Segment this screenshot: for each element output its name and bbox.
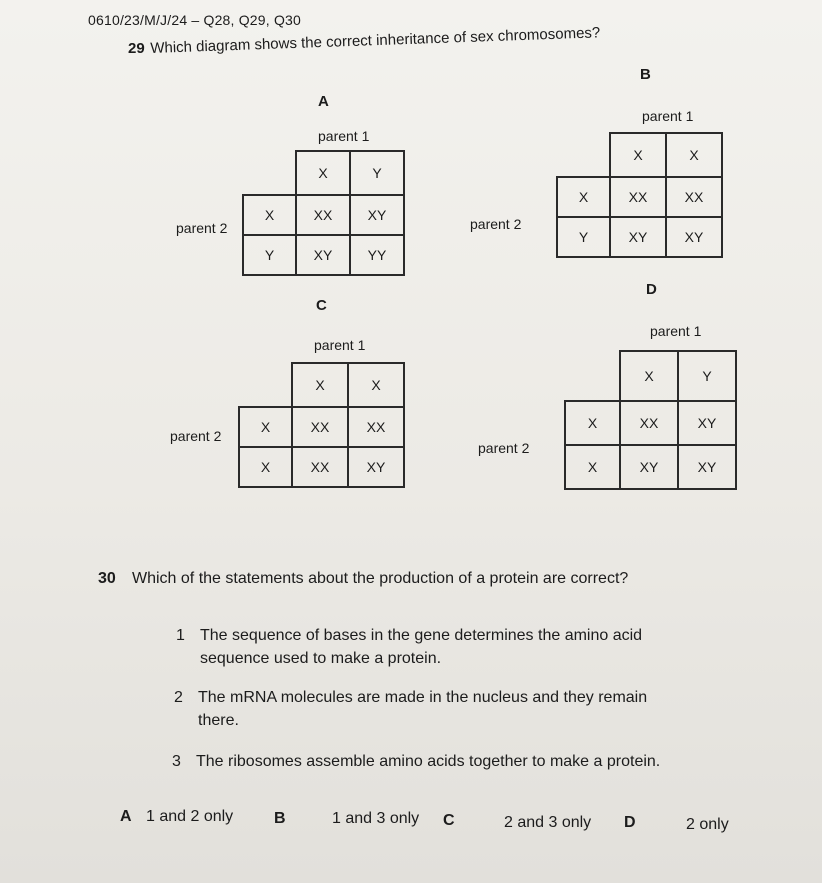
statement-1-number: 1 (176, 627, 185, 644)
d-col-1: X (620, 351, 678, 401)
b-cell-2-1: XY (610, 217, 666, 257)
option-b-parent1-label: parent 1 (642, 108, 694, 124)
b-col-2: X (666, 133, 722, 177)
q29-number: 29 (128, 40, 145, 57)
option-a-parent2-label: parent 2 (176, 220, 228, 236)
option-d-letter: D (646, 281, 657, 298)
option-c-parent1-label: parent 1 (314, 337, 366, 353)
answer-a-letter[interactable]: A (120, 808, 132, 825)
d-row-2: X (565, 445, 620, 489)
c-cell-1-2: XX (348, 407, 404, 447)
answer-c-letter[interactable]: C (443, 812, 455, 829)
answer-b-text[interactable]: 1 and 3 only (332, 810, 420, 827)
option-a-letter: A (318, 93, 329, 110)
q30-text: Which of the statements about the production of a protein are correct? (132, 570, 629, 587)
punnett-square-d (564, 350, 737, 490)
answer-a-text[interactable]: 1 and 2 only (146, 808, 234, 825)
option-c-letter: C (316, 297, 327, 314)
c-col-2: X (348, 363, 404, 407)
c-row-1: X (239, 407, 292, 447)
c-cell-1-1: XX (292, 407, 348, 447)
q30-number: 30 (98, 570, 116, 587)
c-cell-2-2: XY (348, 447, 404, 487)
a-row-1: X (243, 195, 296, 235)
a-cell-1-1: XX (296, 195, 350, 235)
statement-3-number: 3 (172, 753, 181, 770)
option-b-parent2-label: parent 2 (470, 216, 522, 232)
statement-2-line-1: The mRNA molecules are made in the nucleus and they remain (198, 689, 648, 706)
a-col-1: X (296, 151, 350, 195)
statement-1-line-2: sequence used to make a protein. (200, 650, 442, 667)
a-col-2: Y (350, 151, 404, 195)
a-cell-2-2: YY (350, 235, 404, 275)
b-row-2: Y (557, 217, 610, 257)
d-cell-1-1: XX (620, 401, 678, 445)
answer-b-letter[interactable]: B (274, 810, 286, 827)
answer-d-letter[interactable]: D (624, 814, 636, 831)
option-d-parent2-label: parent 2 (478, 440, 530, 456)
c-row-2: X (239, 447, 292, 487)
a-row-2: Y (243, 235, 296, 275)
punnett-square-a (242, 150, 405, 276)
punnett-square-c (238, 362, 405, 488)
statement-1-line-1: The sequence of bases in the gene determines the amino acid (200, 627, 643, 644)
d-cell-1-2: XY (678, 401, 736, 445)
punnett-square-b (556, 132, 723, 258)
b-col-1: X (610, 133, 666, 177)
option-c-parent2-label: parent 2 (170, 428, 222, 444)
question-reference-header: 0610/23/M/J/24 – Q28, Q29, Q30 (88, 12, 302, 28)
d-cell-2-2: XY (678, 445, 736, 489)
option-b-letter: B (640, 66, 651, 83)
option-a-parent1-label: parent 1 (318, 128, 370, 144)
option-d-parent1-label: parent 1 (650, 323, 702, 339)
c-cell-2-1: XX (292, 447, 348, 487)
statement-2-number: 2 (174, 689, 183, 706)
answer-d-text[interactable]: 2 only (686, 816, 729, 833)
statement-2-line-2: there. (198, 712, 239, 729)
b-row-1: X (557, 177, 610, 217)
d-cell-2-1: XY (620, 445, 678, 489)
d-col-2: Y (678, 351, 736, 401)
answer-c-text[interactable]: 2 and 3 only (504, 814, 592, 831)
d-row-1: X (565, 401, 620, 445)
b-cell-2-2: XY (666, 217, 722, 257)
a-cell-2-1: XY (296, 235, 350, 275)
a-cell-1-2: XY (350, 195, 404, 235)
q29-text: Which diagram shows the correct inheritance of sex chromosomes? (150, 24, 601, 57)
statement-3-line-1: The ribosomes assemble amino acids together to make a protein. (196, 753, 661, 770)
c-col-1: X (292, 363, 348, 407)
b-cell-1-1: XX (610, 177, 666, 217)
b-cell-1-2: XX (666, 177, 722, 217)
